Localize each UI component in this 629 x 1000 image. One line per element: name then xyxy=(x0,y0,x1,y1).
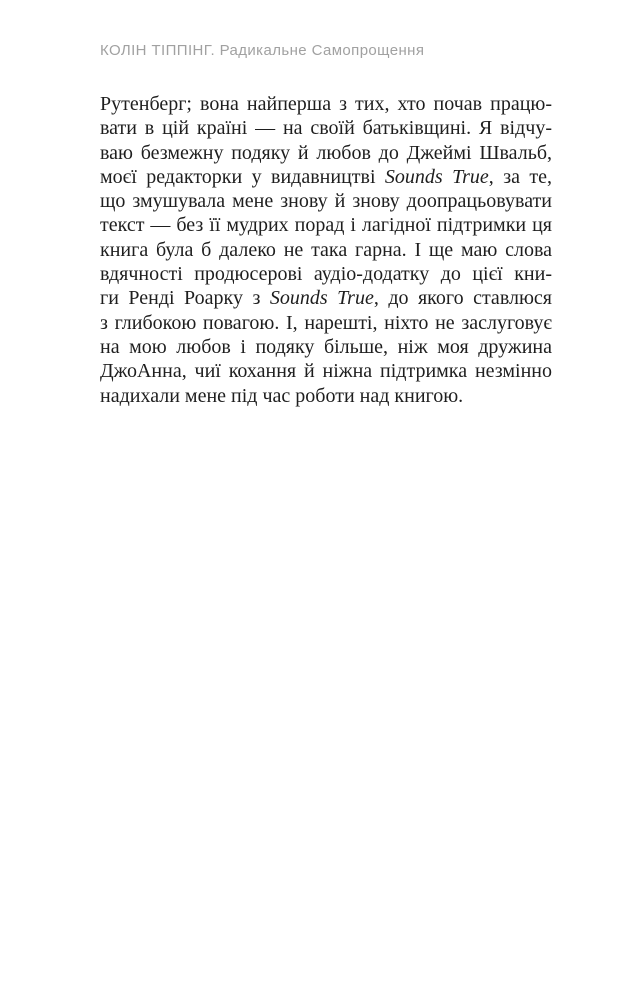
running-header: КОЛІН ТІППІНГ. Радикальне Самопрощення xyxy=(100,42,425,59)
italic-text-segment: Sounds True xyxy=(384,165,489,188)
text-segment: текст — без її мудрих порад і лагідної підтримки ця xyxy=(100,214,552,237)
text-line xyxy=(100,116,552,140)
text-line xyxy=(100,213,552,237)
text-line xyxy=(100,141,552,165)
text-line xyxy=(100,189,552,213)
text-segment: Рутенберг; вона найперша з тих, хто почав працю- xyxy=(100,93,552,115)
text-line xyxy=(100,359,552,383)
text-segment: , за те, xyxy=(488,165,552,188)
text-segment: , до якого ставлюся xyxy=(373,287,552,310)
text-segment: вдячності продюсерові аудіо-додатку до цієї кни- xyxy=(100,263,552,286)
text-segment: на мою любов і подяку більше, ніж моя дружина xyxy=(100,335,552,358)
body-text xyxy=(100,92,552,408)
text-segment: моєї редакторки у видавництві xyxy=(100,165,385,188)
text-segment: надихали мене під час роботи над книгою. xyxy=(100,384,464,407)
text-line xyxy=(100,286,552,310)
text-segment: що змушувала мене знову й знову доопрацьовувати xyxy=(100,190,552,213)
text-segment: з глибокою повагою. І, нарешті, ніхто не заслуговує xyxy=(100,311,552,334)
text-segment: ги Ренді Роарку з xyxy=(100,287,270,310)
text-segment: ваю безмежну подяку й любов до Джеймі Швальб, xyxy=(100,141,552,164)
text-line xyxy=(100,311,552,335)
text-line xyxy=(100,262,552,286)
text-segment: ДжоАнна, чиї кохання й ніжна підтримка незмінно xyxy=(100,360,552,383)
text-line xyxy=(100,335,552,359)
text-line xyxy=(100,384,552,408)
text-line xyxy=(100,165,552,189)
text-line xyxy=(100,238,552,262)
text-segment: книга була б далеко не така гарна. І ще маю слова xyxy=(100,238,552,261)
text-segment: вати в цій країні — на своїй батьківщині. Я відчу- xyxy=(100,117,552,140)
text-line xyxy=(100,92,552,116)
italic-text-segment: Sounds True xyxy=(269,287,374,310)
